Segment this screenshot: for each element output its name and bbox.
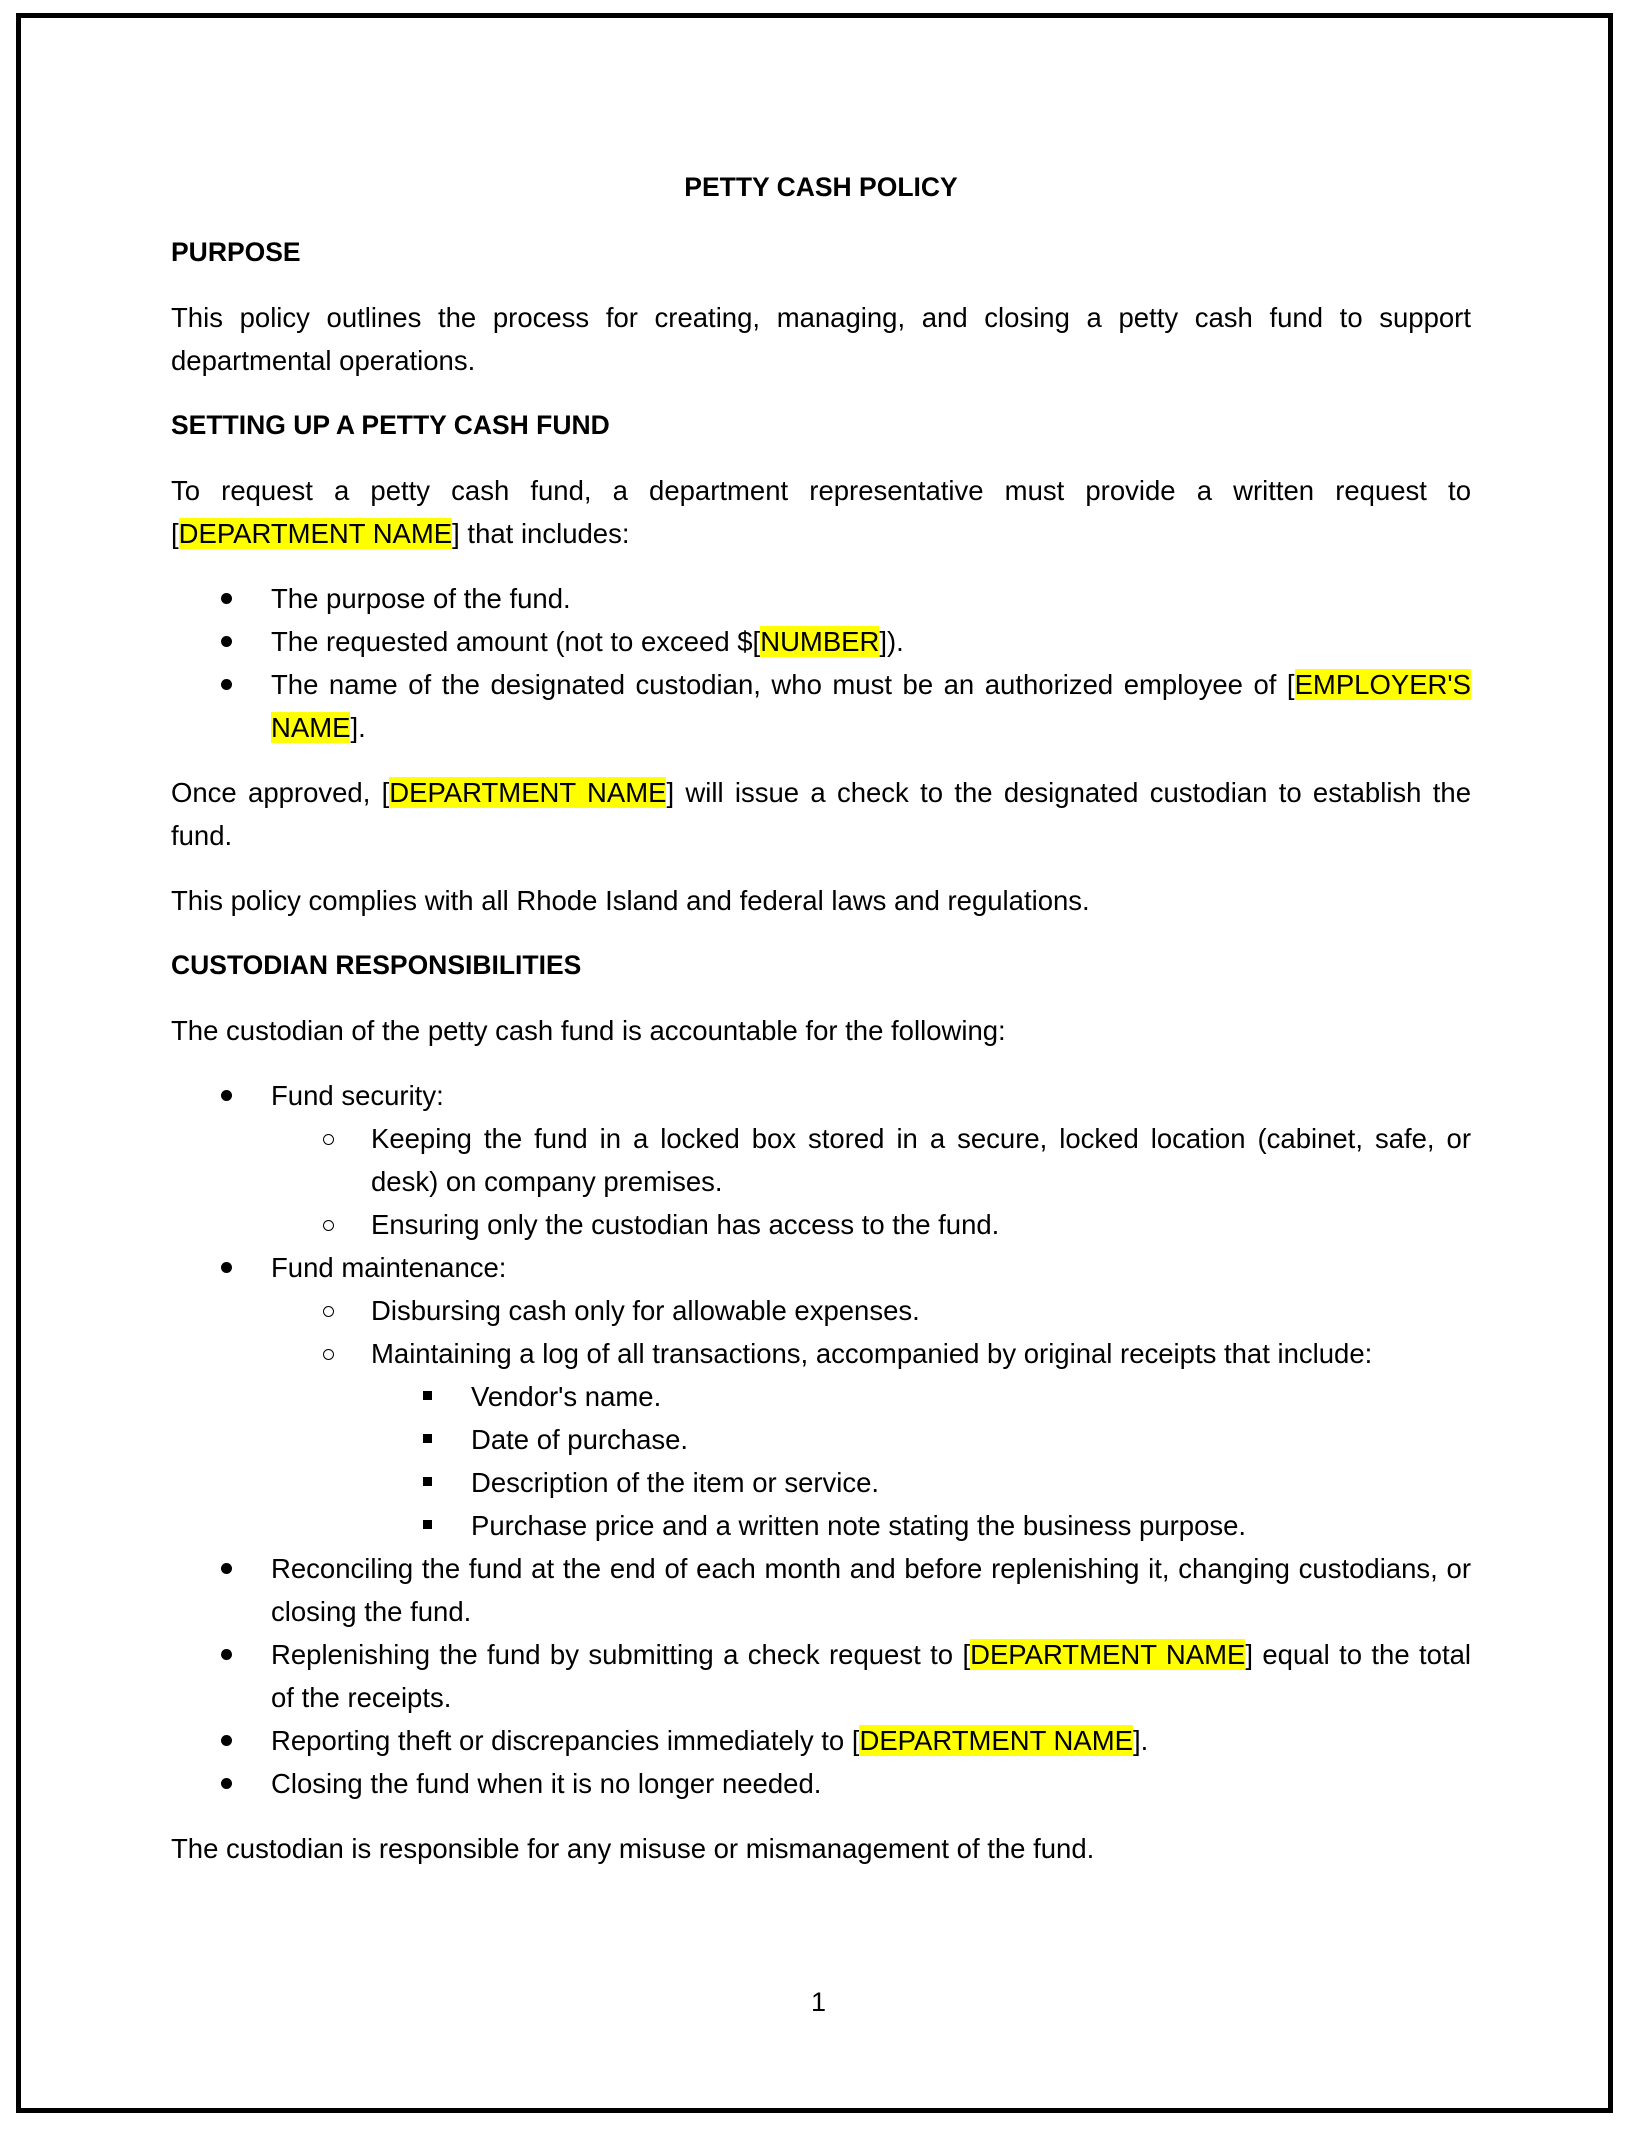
receipt-requirements-list [371,1375,1471,1547]
list-item [171,1633,1471,1719]
fund-maintenance-sublist [271,1289,1471,1547]
responsibility-paragraph: The custodian is responsible for any misuse or mismanagement of the fund. [171,1833,1095,1864]
custodian-intro: The custodian of the petty cash fund is accountable for the following: [171,1015,1006,1046]
list-item [171,1719,1471,1762]
sublist-item: Keeping the fund in a locked box stored in a secure, locked location (cabinet, safe, or desk) on company premises. [271,1117,1471,1203]
approval-text-end: ] will issue a check to the designated custodian to establish the fund. [171,777,1471,851]
list-item-text: The name of the designated custodian, who must be an authorized employee of [ [271,669,1295,700]
approval-text: Once approved, [ [171,777,390,808]
receipt-item: Date of purchase. [371,1418,1471,1461]
list-item [171,1074,1471,1246]
department-name-placeholder: DEPARTMENT NAME [389,777,667,808]
sublist-item-text: Maintaining a log of all transactions, accompanied by original receipts that include: [371,1338,1373,1369]
purpose-heading: PURPOSE [171,237,301,267]
department-name-placeholder: DEPARTMENT NAME [859,1725,1133,1756]
fund-security-label: Fund security: [271,1080,444,1111]
document-title: PETTY CASH POLICY [684,172,958,202]
list-item-text: The requested amount (not to exceed $[ [271,626,761,657]
setup-heading: SETTING UP A PETTY CASH FUND [171,410,610,440]
list-item [171,663,1471,749]
setup-intro-text: To request a petty cash fund, a department representative must provide a written request to [ [171,475,1471,549]
receipt-item: Purchase price and a written note stating the business purpose. [371,1504,1471,1547]
list-item: Reconciling the fund at the end of each month and before replenishing it, changing custodians, or closing the fund. [171,1547,1471,1633]
list-item-text: Reporting theft or discrepancies immediately to [ [271,1725,860,1756]
department-name-placeholder: DEPARTMENT NAME [178,518,453,549]
receipt-item: Description of the item or service. [371,1461,1471,1504]
fund-maintenance-label: Fund maintenance: [271,1252,507,1283]
custodian-responsibilities-list [171,1074,1471,1805]
list-item [171,1246,1471,1547]
receipt-item: Vendor's name. [371,1375,1471,1418]
sublist-item: Ensuring only the custodian has access to the fund. [271,1203,1471,1246]
sublist-item: Disbursing cash only for allowable expenses. [271,1289,1471,1332]
list-item [171,577,1471,620]
list-item-text-end: ]). [879,626,904,657]
request-requirements-list [171,577,1471,749]
custodian-heading: CUSTODIAN RESPONSIBILITIES [171,950,582,980]
list-item-text-end: ]. [350,712,366,743]
fund-security-sublist [271,1117,1471,1246]
document-body [171,166,1471,1892]
compliance-paragraph: This policy complies with all Rhode Island and federal laws and regulations. [171,885,1090,916]
department-name-placeholder: DEPARTMENT NAME [970,1639,1246,1670]
list-item-text: The purpose of the fund. [271,583,571,614]
sublist-item [271,1332,1471,1547]
list-item-text: Replenishing the fund by submitting a check request to [ [271,1639,971,1670]
setup-intro-text-end: ] that includes: [452,518,630,549]
list-item [171,620,1471,663]
number-placeholder: NUMBER [760,626,880,657]
setup-intro [171,469,1471,555]
approval-paragraph [171,771,1471,857]
purpose-text: This policy outlines the process for creating, managing, and closing a petty cash fund to support departmental operations. [171,302,1471,376]
list-item-text-end: ]. [1133,1725,1149,1756]
page-number: 1 [810,1987,827,2017]
list-item: Closing the fund when it is no longer needed. [171,1762,1471,1805]
list-item-text-end: ] equal to the total of the receipts. [271,1639,1471,1713]
employer-name-placeholder: EMPLOYER'S NAME [271,669,1471,743]
